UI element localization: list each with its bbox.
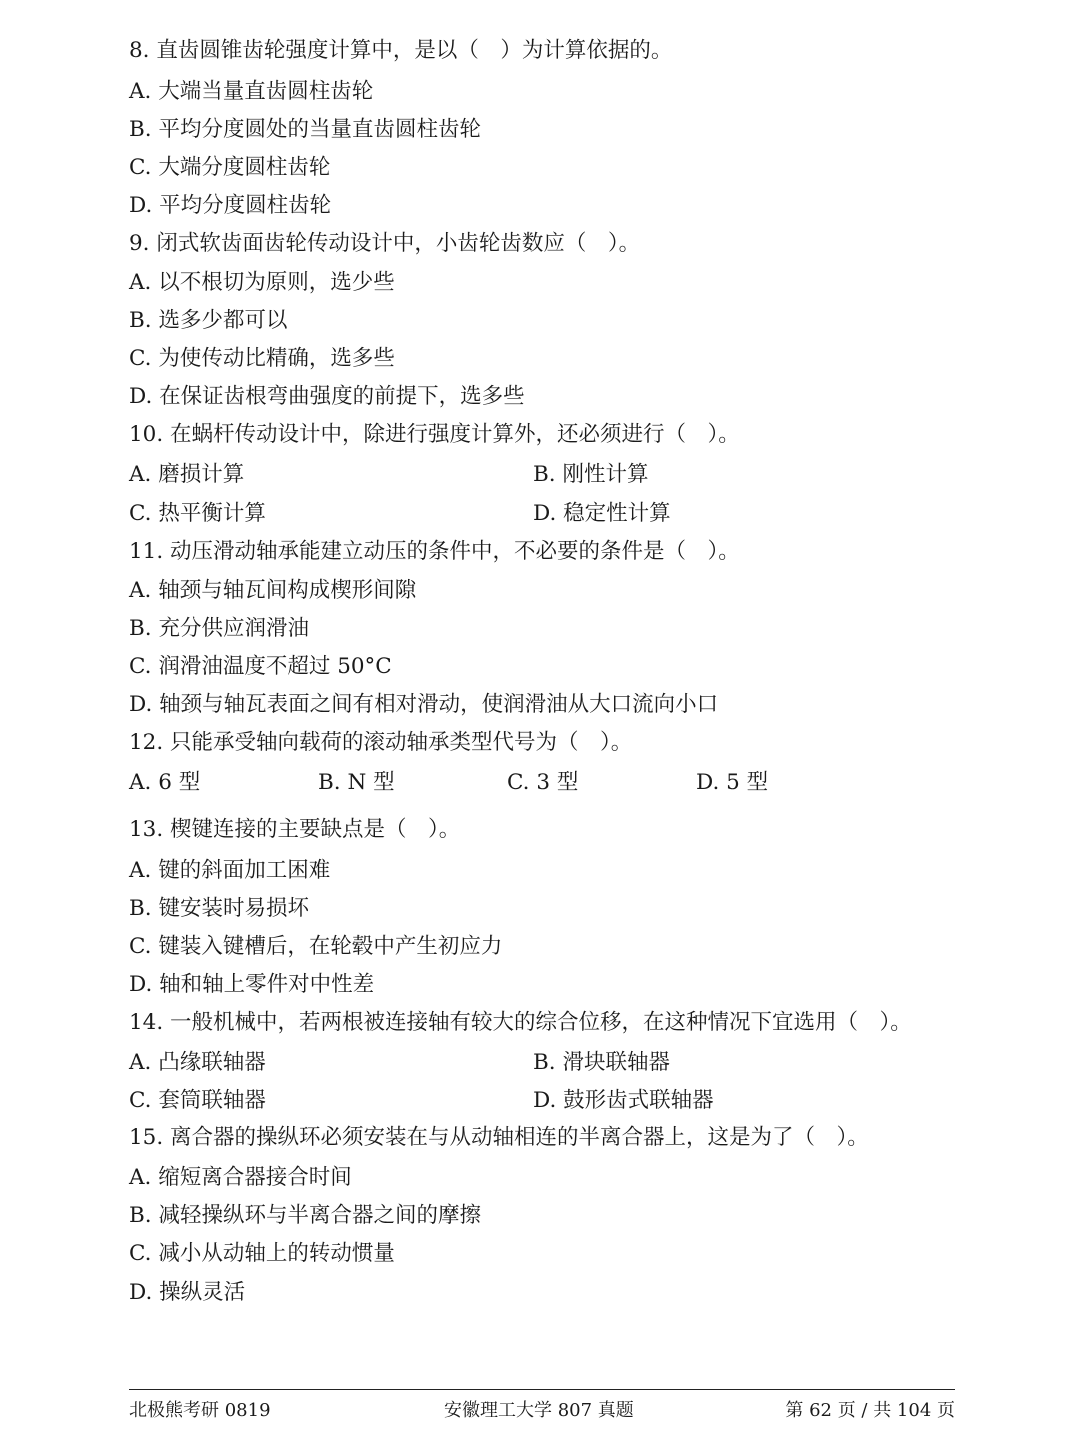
question-12-option-a: A. 6 型 bbox=[129, 770, 201, 795]
question-8-option-a: A. 大端当量直齿圆柱齿轮 bbox=[129, 79, 374, 104]
question-8-option-d: D. 平均分度圆柱齿轮 bbox=[129, 193, 332, 218]
question-10-option-d: D. 稳定性计算 bbox=[533, 501, 671, 526]
question-9-option-c: C. 为使传动比精确，选多些 bbox=[129, 346, 395, 371]
question-9-option-a: A. 以不根切为原则，选少些 bbox=[129, 270, 395, 295]
question-15-option-a: A. 缩短离合器接合时间 bbox=[129, 1165, 352, 1190]
question-15-option-c: C. 减小从动轴上的转动惯量 bbox=[129, 1241, 395, 1266]
question-13-option-c: C. 键装入键槽后，在轮毂中产生初应力 bbox=[129, 934, 503, 959]
footer-source: 北极熊考研 0819 bbox=[129, 1400, 271, 1421]
question-10-option-c: C. 热平衡计算 bbox=[129, 501, 266, 526]
question-12-option-d: D. 5 型 bbox=[696, 770, 769, 795]
question-8-stem: 8. 直齿圆锥齿轮强度计算中，是以（ ）为计算依据的。 bbox=[129, 38, 673, 63]
question-13-option-a: A. 键的斜面加工困难 bbox=[129, 858, 331, 883]
footer-page-number: 第 62 页 / 共 104 页 bbox=[785, 1400, 955, 1421]
question-13-stem: 13. 楔键连接的主要缺点是（ ）。 bbox=[129, 817, 461, 842]
question-14-option-a: A. 凸缘联轴器 bbox=[129, 1050, 266, 1075]
question-14-option-b: B. 滑块联轴器 bbox=[533, 1050, 670, 1075]
question-13-option-b: B. 键安装时易损坏 bbox=[129, 896, 309, 921]
question-9-option-d: D. 在保证齿根弯曲强度的前提下，选多些 bbox=[129, 384, 525, 409]
question-12-option-c: C. 3 型 bbox=[507, 770, 579, 795]
question-9-stem: 9. 闭式软齿面齿轮传动设计中，小齿轮齿数应（ ）。 bbox=[129, 231, 641, 256]
question-14-option-d: D. 鼓形齿式联轴器 bbox=[533, 1088, 714, 1113]
question-10-stem: 10. 在蜗杆传动设计中，除进行强度计算外，还必须进行（ ）。 bbox=[129, 422, 740, 447]
question-14-stem: 14. 一般机械中，若两根被连接轴有较大的综合位移，在这种情况下宜选用（ ）。 bbox=[129, 1010, 912, 1035]
question-10-option-a: A. 磨损计算 bbox=[129, 462, 245, 487]
question-15-option-d: D. 操纵灵活 bbox=[129, 1280, 246, 1305]
question-11-option-c: C. 润滑油温度不超过 50°C bbox=[129, 654, 392, 679]
question-11-option-d: D. 轴颈与轴瓦表面之间有相对滑动，使润滑油从大口流向小口 bbox=[129, 692, 719, 717]
footer-divider bbox=[129, 1389, 955, 1390]
question-8-option-c: C. 大端分度圆柱齿轮 bbox=[129, 155, 331, 180]
question-9-option-b: B. 选多少都可以 bbox=[129, 308, 288, 333]
question-12-option-b: B. N 型 bbox=[318, 770, 395, 795]
footer-exam-title: 安徽理工大学 807 真题 bbox=[444, 1400, 634, 1421]
question-11-option-b: B. 充分供应润滑油 bbox=[129, 616, 309, 641]
question-11-option-a: A. 轴颈与轴瓦间构成楔形间隙 bbox=[129, 578, 417, 603]
question-13-option-d: D. 轴和轴上零件对中性差 bbox=[129, 972, 375, 997]
question-10-option-b: B. 刚性计算 bbox=[533, 462, 649, 487]
question-15-stem: 15. 离合器的操纵环必须安装在与从动轴相连的半离合器上，这是为了（ ）。 bbox=[129, 1125, 869, 1150]
question-14-option-c: C. 套筒联轴器 bbox=[129, 1088, 266, 1113]
question-8-option-b: B. 平均分度圆处的当量直齿圆柱齿轮 bbox=[129, 117, 481, 142]
question-12-stem: 12. 只能承受轴向载荷的滚动轴承类型代号为（ ）。 bbox=[129, 730, 633, 755]
question-11-stem: 11. 动压滑动轴承能建立动压的条件中，不必要的条件是（ ）。 bbox=[129, 539, 740, 564]
question-15-option-b: B. 减轻操纵环与半离合器之间的摩擦 bbox=[129, 1203, 481, 1228]
